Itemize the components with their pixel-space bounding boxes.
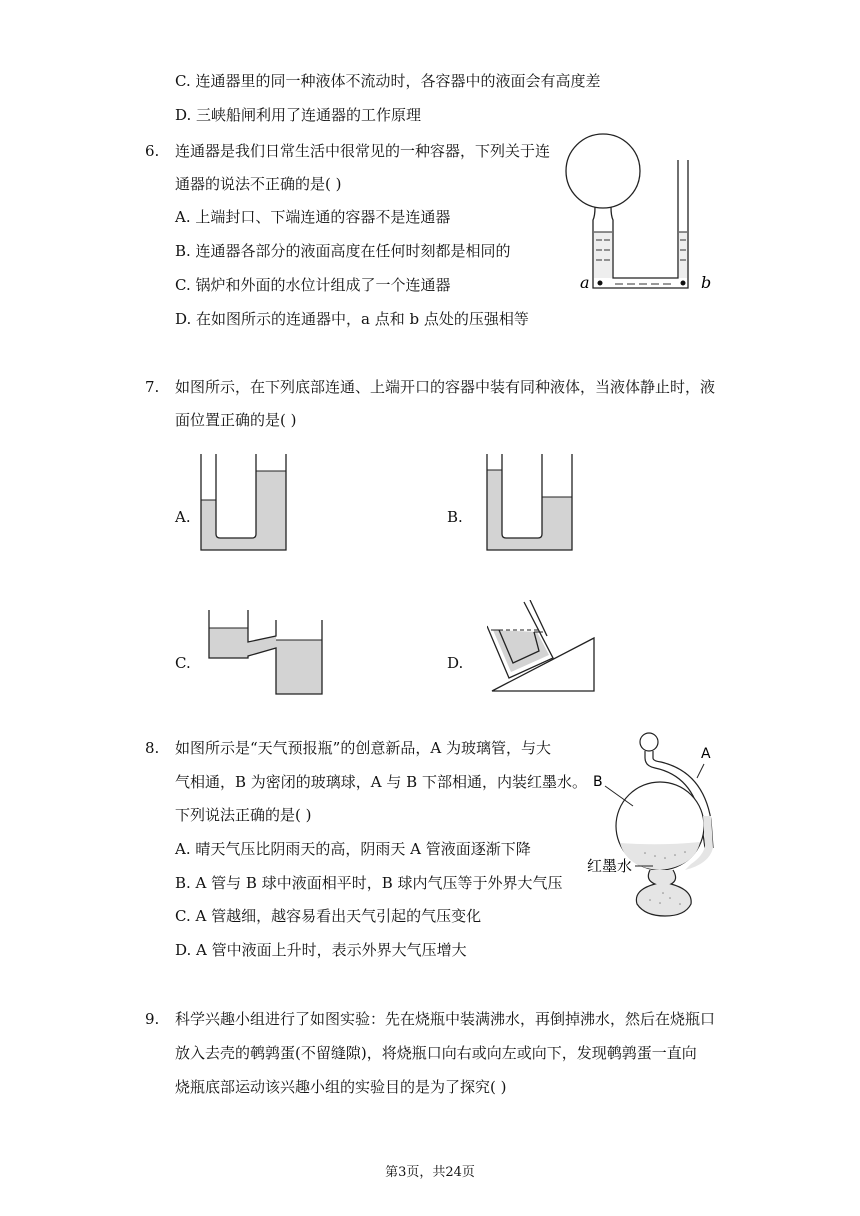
q6-option-b: B. 连通器各部分的液面高度在任何时刻都是相同的 — [175, 242, 511, 260]
q9-number: 9. — [145, 1010, 160, 1028]
q6-option-d: D. 在如图所示的连通器中，a 点和 b 点处的压强相等 — [175, 310, 529, 328]
page-footer: 第3页，共24页 — [385, 1165, 475, 1180]
q9-stem-line2: 放入去壳的鹌鹑蛋(不留缝隙)，将烧瓶口向右或向左或向下，发现鹌鹑蛋一直向 — [175, 1044, 697, 1062]
q8-weather-bottle-figure — [585, 728, 725, 918]
q7-stem-line1: 如图所示，在下列底部连通、上端开口的容器中装有同种液体，当液体静止时，液 — [175, 378, 716, 396]
q5-option-c: C. 连通器里的同一种液体不流动时，各容器中的液面会有高度差 — [175, 72, 601, 90]
q9-stem-line3: 烧瓶底部运动该兴趣小组的实验目的是为了探究( ) — [175, 1078, 507, 1096]
q7-label-d: D. — [447, 654, 464, 672]
q6-stem-line2: 通器的说法不正确的是( ) — [175, 175, 342, 193]
q7-label-b: B. — [447, 508, 463, 526]
q8-option-a: A. 晴天气压比阴雨天的高，阴雨天 A 管液面逐渐下降 — [175, 840, 531, 858]
q6-number: 6. — [145, 142, 160, 160]
q6-label-a: a — [580, 273, 590, 292]
q8-option-d: D. A 管中液面上升时，表示外界大气压增大 — [175, 941, 467, 959]
q8-stem-line2: 气相通，B 为密闭的玻璃球，A 与 B 下部相通，内装红墨水。 — [175, 773, 587, 791]
q6-label-b: b — [701, 273, 712, 292]
q7-number: 7. — [145, 378, 160, 396]
q8-label-a: A — [701, 746, 711, 762]
q7-stem-line2: 面位置正确的是( ) — [175, 411, 297, 429]
q7-label-c: C. — [175, 654, 191, 672]
q8-number: 8. — [145, 739, 160, 757]
q5-option-d: D. 三峡船闸利用了连通器的工作原理 — [175, 106, 422, 124]
q7-figure-c — [206, 610, 328, 698]
q6-connected-vessel-figure — [560, 128, 720, 300]
q8-label-b: B — [593, 774, 603, 790]
q9-stem-line1: 科学兴趣小组进行了如图实验：先在烧瓶中装满沸水，再倒掉沸水，然后在烧瓶口 — [175, 1010, 716, 1028]
q6-stem-line1: 连通器是我们日常生活中很常见的一种容器，下列关于连 — [175, 142, 551, 160]
q7-figure-b — [484, 454, 576, 554]
q8-option-b: B. A 管与 B 球中液面相平时，B 球内气压等于外界大气压 — [175, 874, 563, 892]
q8-stem-line3: 下列说法正确的是( ) — [175, 806, 312, 824]
q7-label-a: A. — [175, 508, 191, 526]
q8-stem-line1: 如图所示是“天气预报瓶”的创意新品，A 为玻璃管，与大 — [175, 739, 551, 757]
q6-option-a: A. 上端封口、下端连通的容器不是连通器 — [175, 208, 451, 226]
q8-option-c: C. A 管越细，越容易看出天气引起的气压变化 — [175, 907, 482, 925]
q7-figure-d — [487, 600, 599, 695]
q7-figure-a — [198, 454, 290, 554]
q6-option-c: C. 锅炉和外面的水位计组成了一个连通器 — [175, 276, 451, 294]
q8-label-red-ink: 红墨水 — [587, 857, 633, 875]
